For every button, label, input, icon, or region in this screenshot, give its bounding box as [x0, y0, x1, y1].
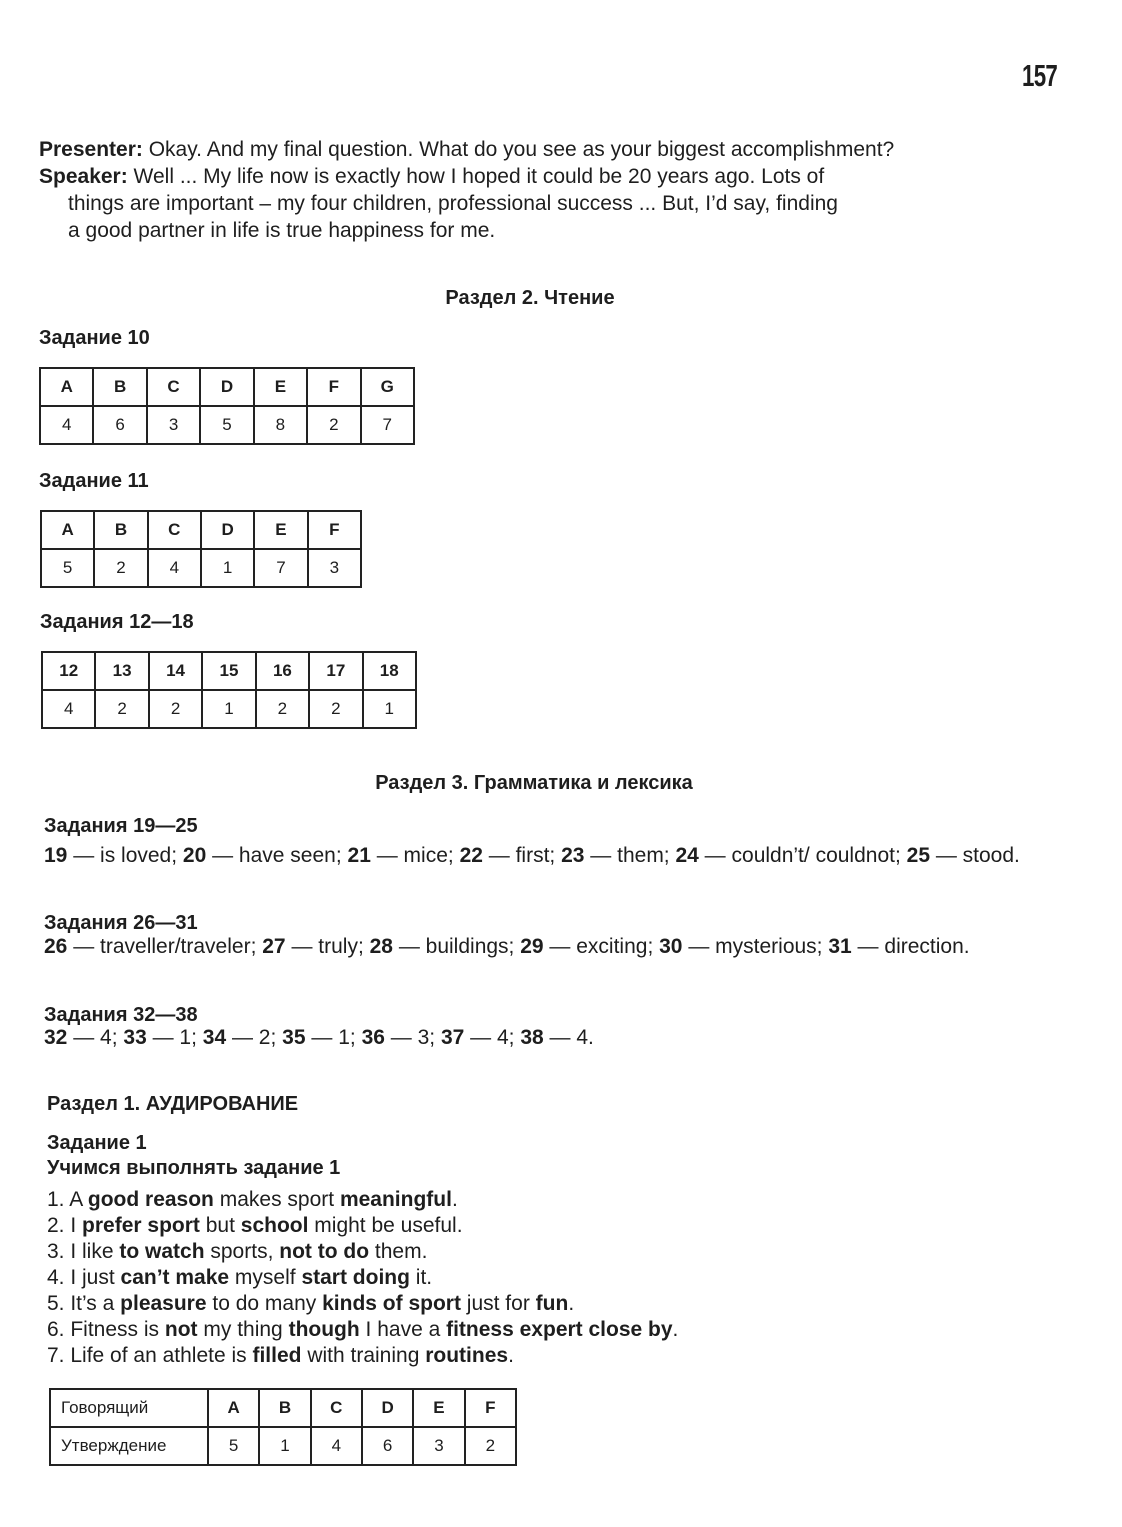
statement-text: just for	[460, 1292, 536, 1315]
statement-text: them.	[369, 1240, 428, 1263]
answer-table-task12-18	[41, 651, 417, 729]
task-title: Задание 11	[39, 470, 149, 492]
table-cell: 1	[363, 690, 416, 728]
table-cell: 4	[40, 406, 93, 444]
keyword: prefer sport	[82, 1214, 200, 1237]
list-item	[47, 1213, 678, 1239]
statement-text: .	[451, 1188, 458, 1211]
answer-text: — 1;	[146, 1026, 203, 1049]
keyword: school	[240, 1214, 309, 1237]
speaker-label: Presenter:	[39, 138, 143, 161]
table-header-cell: 18	[363, 652, 416, 690]
task-title: Задания 26—31	[44, 912, 198, 934]
answer-table-task11	[40, 510, 362, 588]
table-header-cell: G	[361, 368, 414, 406]
keyword: fun	[535, 1292, 569, 1315]
answer-number: 23	[561, 844, 585, 867]
table-cell: 2	[307, 406, 360, 444]
answer-number: 21	[347, 844, 371, 867]
answer-number: 32	[44, 1026, 68, 1049]
table-cell: 2	[309, 690, 362, 728]
keyword: not to do	[279, 1240, 370, 1263]
table-cell: 2	[256, 690, 309, 728]
answer-text: — 2;	[226, 1026, 283, 1049]
statement-text: sports,	[204, 1240, 280, 1263]
table-cell: 3	[308, 549, 361, 587]
keyword: meaningful	[339, 1188, 452, 1211]
answer-text: — direction.	[851, 935, 970, 958]
dialogue-text: Well ... My life now is exactly how I hoped it could be 20 years ago. Lots of	[127, 165, 825, 188]
answer-number: 33	[123, 1026, 147, 1049]
table-header-cell: C	[311, 1389, 362, 1427]
table-header-cell: B	[259, 1389, 310, 1427]
table-cell: 3	[413, 1427, 464, 1465]
answer-text: — is loved;	[67, 844, 183, 867]
statement-text: it.	[409, 1266, 433, 1289]
table-header-cell: 17	[309, 652, 362, 690]
statement-text: .	[672, 1318, 679, 1341]
answer-number: 38	[520, 1026, 544, 1049]
table-cell: 5	[200, 406, 253, 444]
answer-table-task10	[39, 367, 415, 445]
table-header-cell: C	[147, 368, 200, 406]
statement-text: 2. I	[47, 1214, 83, 1237]
statement-text: to do many	[206, 1292, 323, 1315]
answer-text: — stood.	[930, 844, 1020, 867]
answer-number: 34	[202, 1026, 227, 1049]
keyword: can’t make	[120, 1266, 230, 1289]
dialogue-continuation: a good partner in life is true happiness for me.	[68, 219, 496, 242]
section-title: Раздел 3. Грамматика и лексика	[375, 772, 693, 794]
answer-text: — couldn’t/ couldnot;	[698, 844, 907, 867]
statement-text: 3. I like	[47, 1240, 120, 1263]
answer-text: — mice;	[370, 844, 460, 867]
answer-text: — them;	[584, 844, 676, 867]
table-header-cell: 13	[95, 652, 148, 690]
table-header-cell: C	[148, 511, 201, 549]
statement-text: 4. I just	[47, 1266, 121, 1289]
table-header-cell: A	[41, 511, 94, 549]
statement-text: .	[568, 1292, 575, 1315]
statement-text: 6. Fitness is	[47, 1318, 165, 1341]
keyword: to watch	[119, 1240, 205, 1263]
statement-text: makes sport	[213, 1188, 340, 1211]
table-header-cell: B	[94, 511, 147, 549]
statement-text: 5. It’s a	[47, 1292, 121, 1315]
keyword: kinds of sport	[322, 1292, 461, 1315]
table-cell: 7	[254, 549, 307, 587]
answer-number: 25	[906, 844, 930, 867]
table-header-row	[41, 511, 361, 549]
list-item	[47, 1187, 678, 1213]
table-header-cell: E	[254, 368, 307, 406]
answer-number: 37	[440, 1026, 465, 1049]
answer-text: — have seen;	[206, 844, 348, 867]
table-values-row	[41, 549, 361, 587]
task-title: Задания 19—25	[44, 815, 198, 837]
table-header-cell: 15	[202, 652, 255, 690]
statement-text: .	[508, 1344, 514, 1367]
keyword: start doing	[301, 1266, 410, 1289]
statement-text: might be useful.	[308, 1214, 463, 1237]
table-cell: 2	[465, 1427, 516, 1465]
statement-text: 7. Life of an athlete is	[47, 1344, 253, 1367]
table-header-row	[50, 1389, 516, 1427]
statement-text: with training	[301, 1344, 426, 1367]
row-label: Говорящий	[50, 1389, 208, 1427]
answer-text: — 1;	[305, 1026, 362, 1049]
table-header-cell: F	[465, 1389, 516, 1427]
answer-text: — 3;	[384, 1026, 441, 1049]
keyword: filled	[252, 1344, 302, 1367]
keyword: fitness expert close by	[446, 1318, 673, 1341]
keyword: good reason	[87, 1188, 214, 1211]
table-cell: 8	[254, 406, 307, 444]
statement-text: but	[199, 1214, 241, 1237]
table-cell: 2	[95, 690, 148, 728]
task-subtitle: Учимся выполнять задание 1	[47, 1157, 341, 1179]
table-cell: 4	[42, 690, 95, 728]
answer-table-task1	[49, 1388, 517, 1466]
answer-number: 19	[44, 844, 68, 867]
table-cell: 1	[202, 690, 255, 728]
dialogue-continuation: things are important – my four children, professional success ... But, I’d say, finding	[68, 192, 838, 215]
keyword: not	[164, 1318, 198, 1341]
answer-number: 35	[282, 1026, 306, 1049]
list-item	[47, 1239, 678, 1265]
answer-number: 22	[459, 844, 483, 867]
section-title: Раздел 1. АУДИРОВАНИЕ	[47, 1093, 299, 1115]
answer-number: 27	[262, 935, 286, 958]
table-header-cell: E	[413, 1389, 464, 1427]
dialogue-speaker	[39, 163, 1022, 190]
table-header-cell: B	[93, 368, 146, 406]
statement-list	[47, 1187, 678, 1369]
table-header-cell: A	[40, 368, 93, 406]
table-cell: 7	[361, 406, 414, 444]
answer-text: — traveller/traveler;	[67, 935, 263, 958]
table-values-row	[40, 406, 414, 444]
task-title: Задание 10	[39, 327, 150, 349]
table-header-cell: F	[308, 511, 361, 549]
table-header-cell: D	[362, 1389, 413, 1427]
keyword: pleasure	[120, 1292, 207, 1315]
answer-text: — 4;	[464, 1026, 521, 1049]
list-item	[47, 1343, 678, 1369]
keyword: though	[288, 1318, 360, 1341]
answer-text: — exciting;	[543, 935, 660, 958]
table-cell: 1	[201, 549, 254, 587]
table-cell: 4	[148, 549, 201, 587]
table-cell: 2	[94, 549, 147, 587]
task-title: Задания 12—18	[40, 611, 194, 633]
table-header-cell: A	[208, 1389, 259, 1427]
answer-text: — first;	[482, 844, 562, 867]
answers-19-25	[44, 841, 1028, 871]
list-item	[47, 1265, 678, 1291]
answer-text: — 4;	[67, 1026, 124, 1049]
table-cell: 2	[149, 690, 202, 728]
answers-26-31	[44, 932, 1028, 962]
dialogue-presenter	[39, 136, 1022, 163]
list-item	[47, 1317, 678, 1343]
row-label: Утверждение	[50, 1427, 208, 1465]
answer-text: — mysterious;	[682, 935, 829, 958]
table-cell: 4	[311, 1427, 362, 1465]
answer-number: 20	[182, 844, 207, 867]
task-title: Задания 32—38	[44, 1004, 198, 1026]
table-cell: 3	[147, 406, 200, 444]
table-header-cell: 14	[149, 652, 202, 690]
speaker-label: Speaker:	[39, 165, 128, 188]
dialogue-text: Okay. And my final question. What do you see as your biggest accomplishment?	[142, 138, 895, 161]
answer-text: — buildings;	[392, 935, 521, 958]
list-item	[47, 1291, 678, 1317]
table-header-cell: D	[201, 511, 254, 549]
answer-number: 30	[659, 935, 683, 958]
table-header-cell: 16	[256, 652, 309, 690]
table-values-row	[42, 690, 416, 728]
table-header-row	[40, 368, 414, 406]
page-number: 157	[1022, 58, 1058, 93]
table-cell: 6	[93, 406, 146, 444]
table-cell: 5	[41, 549, 94, 587]
answer-text: — truly;	[285, 935, 370, 958]
answer-text: — 4.	[543, 1026, 594, 1049]
table-header-cell: 12	[42, 652, 95, 690]
answer-number: 28	[369, 935, 393, 958]
answer-number: 24	[675, 844, 699, 867]
section-title: Раздел 2. Чтение	[445, 287, 615, 309]
table-cell: 1	[259, 1427, 310, 1465]
table-header-cell: F	[307, 368, 360, 406]
table-cell: 6	[362, 1427, 413, 1465]
table-values-row	[50, 1427, 516, 1465]
answer-number: 31	[828, 935, 852, 958]
table-header-cell: D	[200, 368, 253, 406]
answer-number: 26	[44, 935, 68, 958]
answer-number: 36	[361, 1026, 385, 1049]
statement-text: 1. A	[47, 1188, 88, 1211]
answers-32-38	[44, 1023, 1028, 1053]
statement-text: myself	[229, 1266, 302, 1289]
task-title: Задание 1	[47, 1132, 147, 1154]
table-cell: 5	[208, 1427, 259, 1465]
table-header-cell: E	[254, 511, 307, 549]
statement-text: I have a	[359, 1318, 447, 1341]
table-header-row	[42, 652, 416, 690]
keyword: routines	[425, 1344, 509, 1367]
statement-text: my thing	[197, 1318, 289, 1341]
answer-number: 29	[520, 935, 544, 958]
